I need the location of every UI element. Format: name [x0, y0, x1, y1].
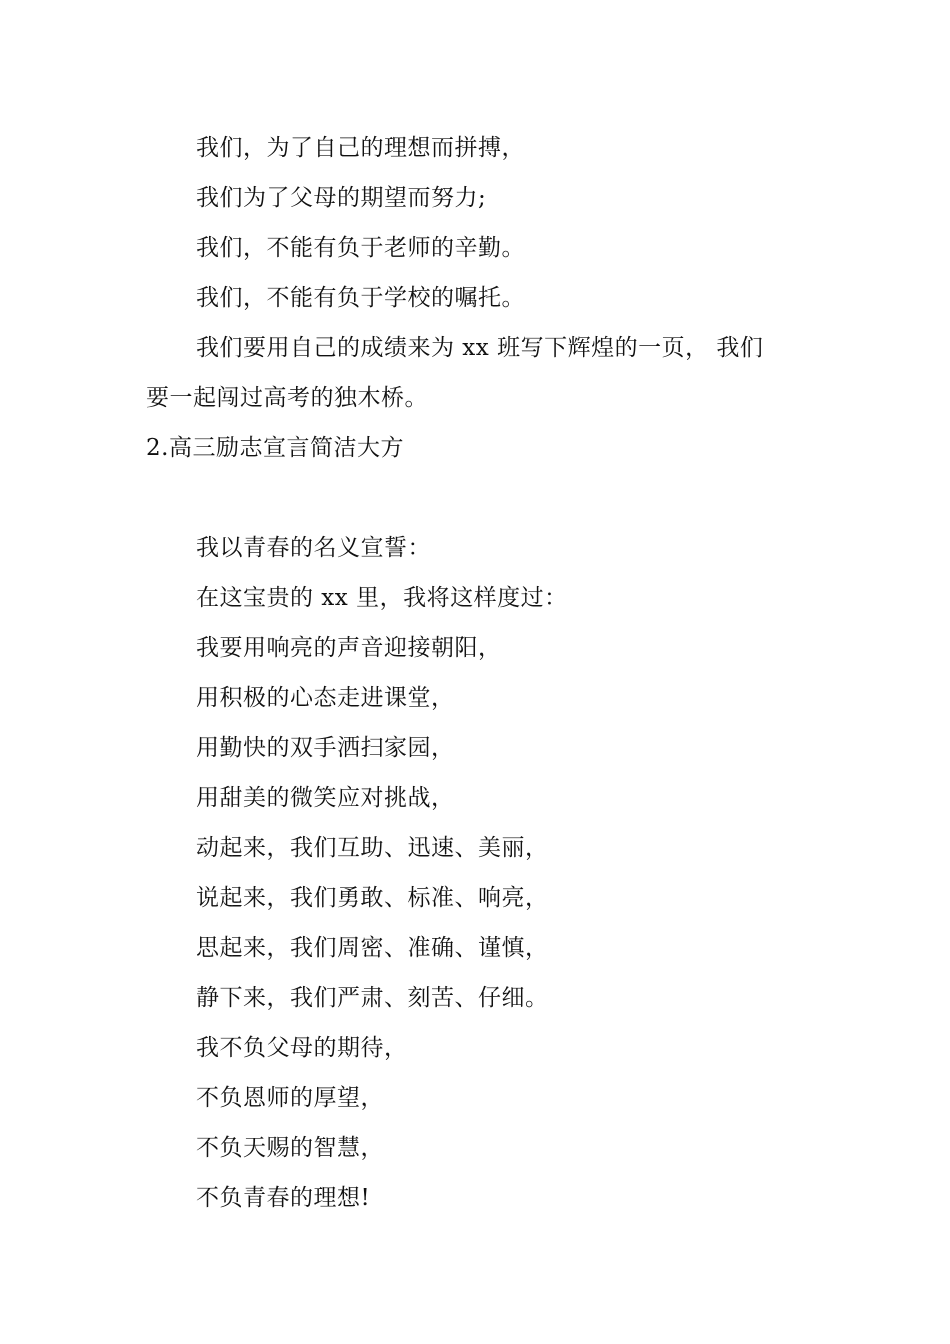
pledge-line: 不负青春的理想! [196, 1185, 371, 1211]
paragraph-line: 我们，不能有负于老师的辛勤。 [196, 235, 525, 261]
paragraph-line: 我们为了父母的期望而努力; [196, 185, 487, 211]
pledge-line: 我不负父母的期待， [196, 1035, 408, 1061]
pledge-line: 我以青春的名义宣誓： [196, 535, 431, 561]
pledge-line: 不负天赐的智慧， [196, 1135, 384, 1161]
paragraph-line-continued: 要一起闯过高考的独木桥。 [146, 385, 428, 411]
pledge-line: 用勤快的双手洒扫家园， [196, 735, 455, 761]
paragraph-line: 我们，不能有负于学校的嘱托。 [196, 285, 525, 311]
pledge-line: 静下来，我们严肃、刻苦、仔细。 [196, 985, 549, 1011]
pledge-line: 在这宝贵的 xx 里，我将这样度过： [196, 585, 568, 611]
paragraph-line: 我们要用自己的成绩来为 xx 班写下辉煌的一页， 我们 [196, 335, 764, 361]
pledge-line: 思起来，我们周密、准确、谨慎， [196, 935, 549, 961]
pledge-line: 用甜美的微笑应对挑战， [196, 785, 455, 811]
pledge-line: 动起来，我们互助、迅速、美丽， [196, 835, 549, 861]
pledge-line: 不负恩师的厚望， [196, 1085, 384, 1111]
pledge-line: 说起来，我们勇敢、标准、响亮， [196, 885, 549, 911]
pledge-line: 用积极的心态走进课堂， [196, 685, 455, 711]
pledge-line: 我要用响亮的声音迎接朝阳， [196, 635, 502, 661]
paragraph-line: 我们，为了自己的理想而拼搏， [196, 135, 525, 161]
section-heading: 2.高三励志宣言简洁大方 [146, 435, 404, 461]
